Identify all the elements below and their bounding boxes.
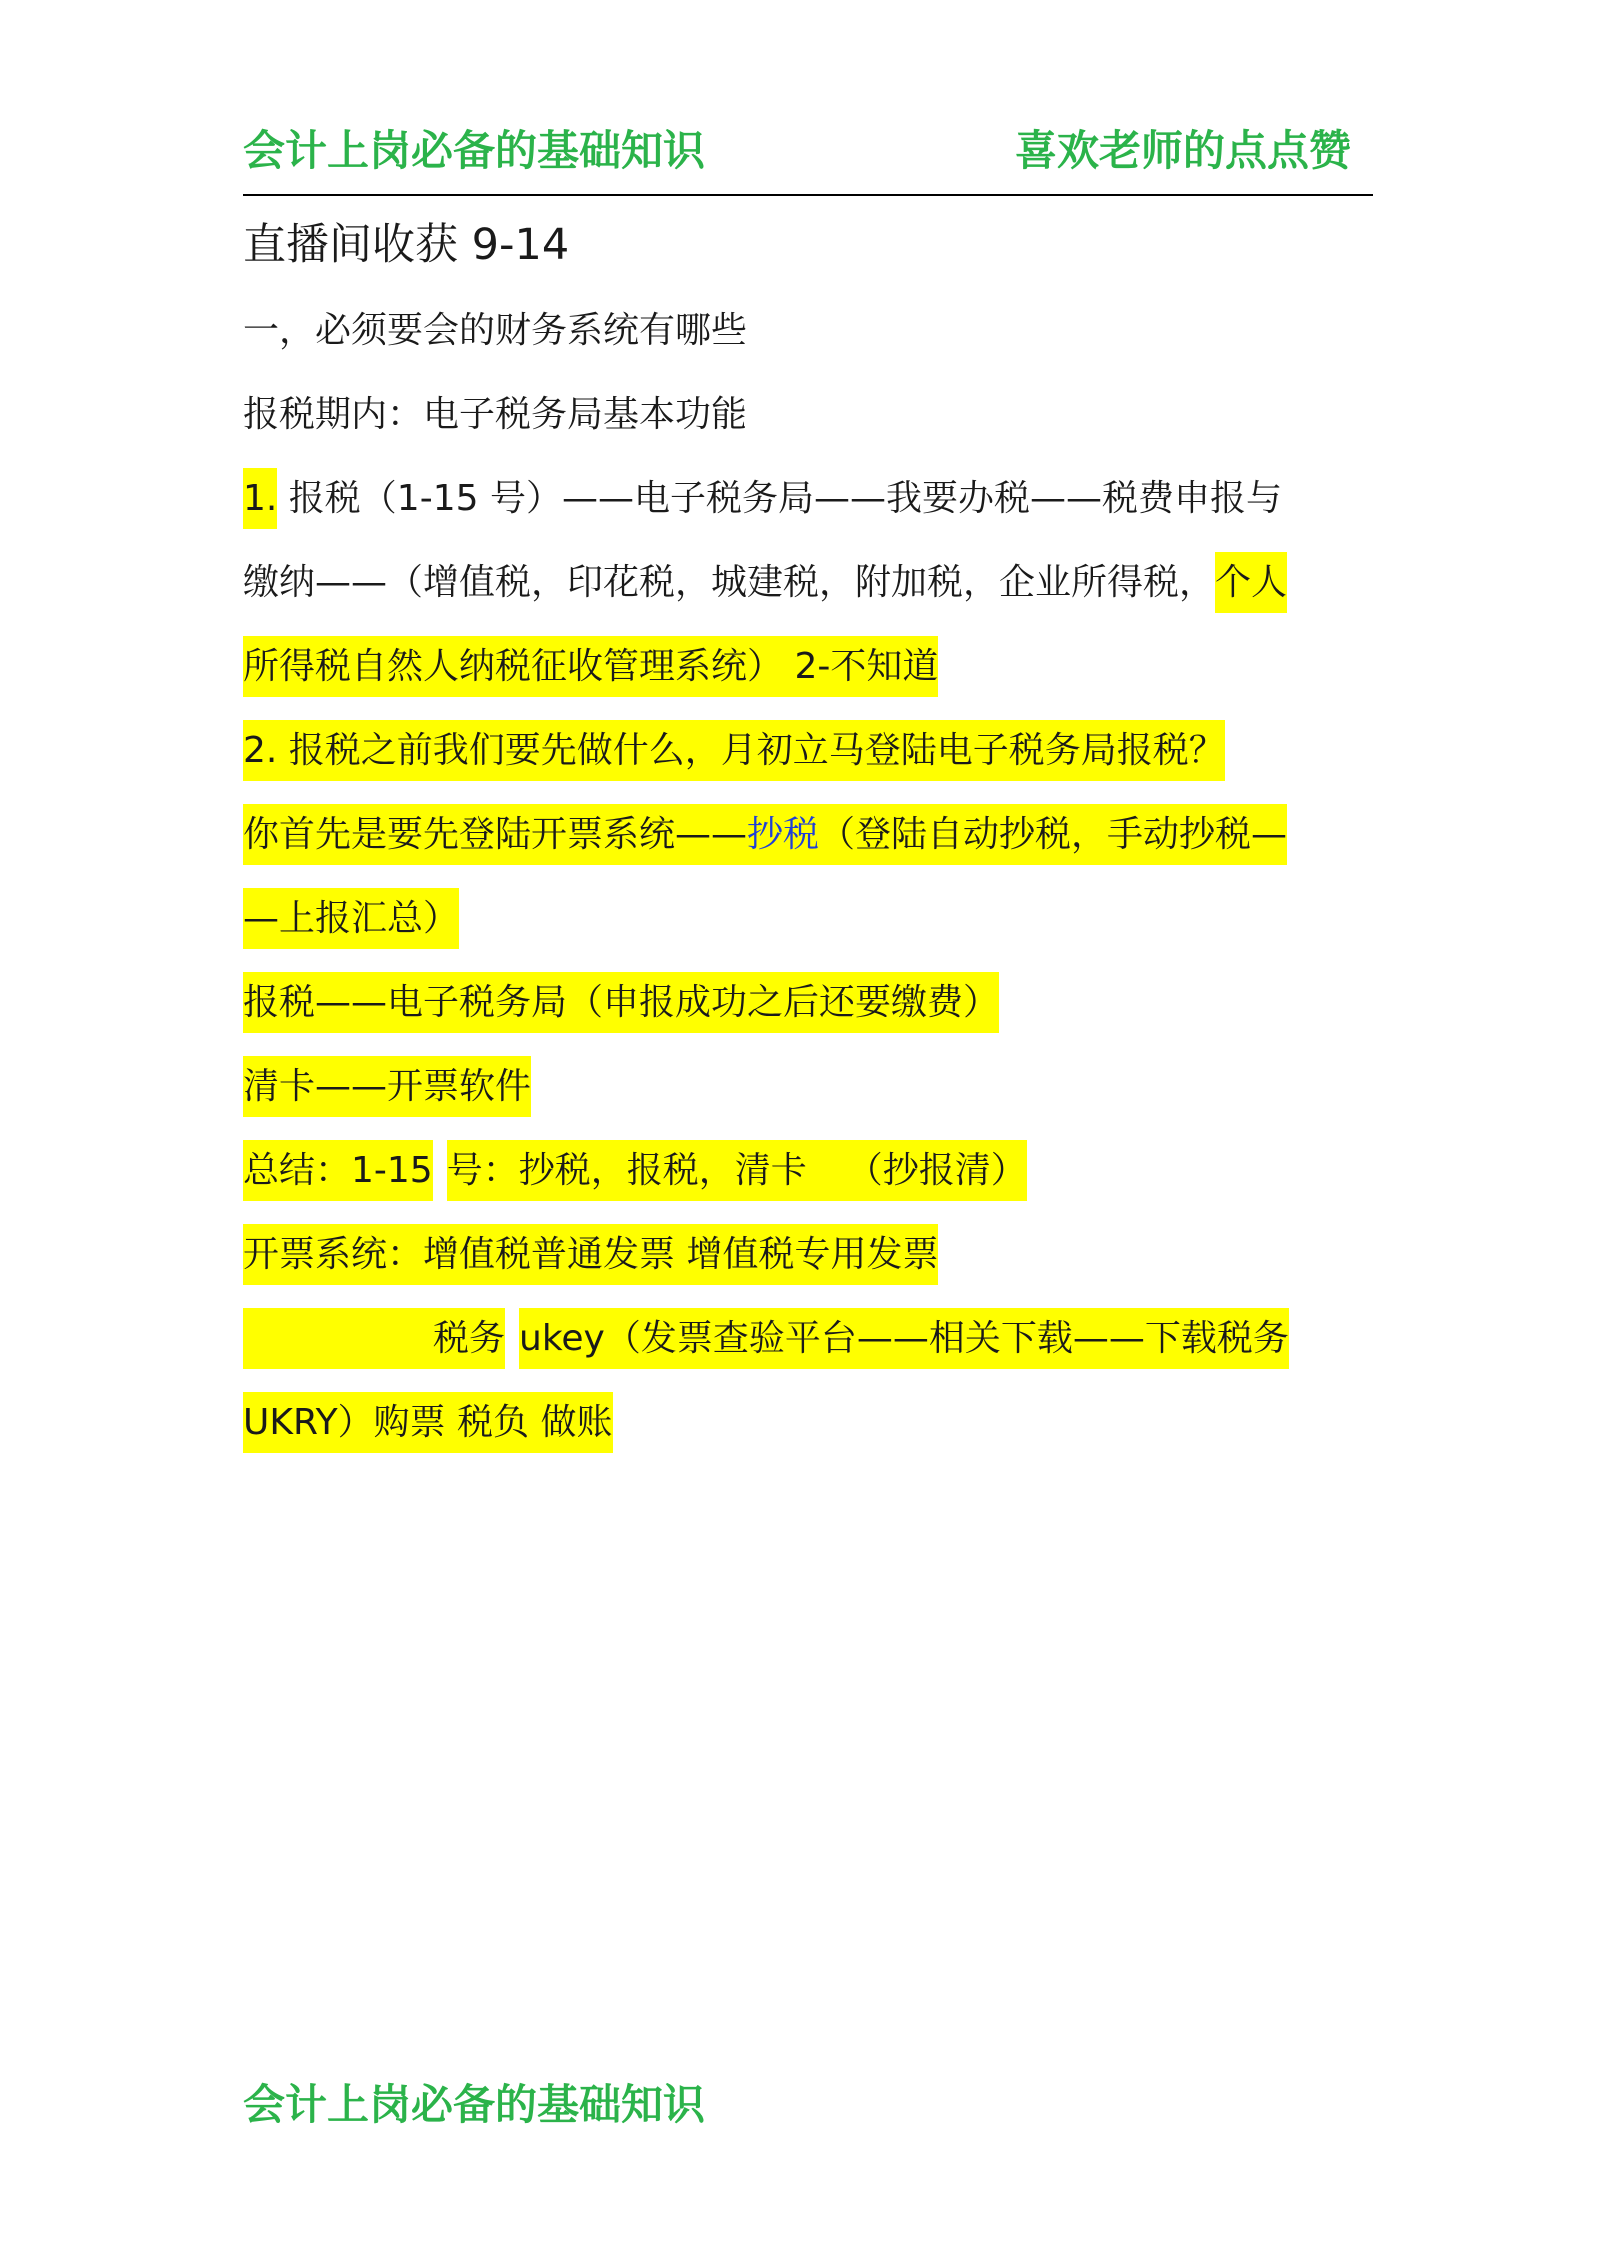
page-header — [243, 118, 1373, 196]
item2-line-a — [243, 793, 1378, 877]
item2-text-b: —上报汇总） — [243, 888, 459, 949]
item1-text-c: 所得税自然人纳税征收管理系统） 2-不知道 — [243, 636, 938, 697]
item2-a-blue: 抄税 — [747, 814, 820, 855]
item2-text-d: 清卡——开票软件 — [243, 1056, 531, 1117]
item1-text-b: 缴纳——（增值税，印花税，城建税，附加税，企业所得税， — [243, 562, 1216, 603]
ukey-line-2 — [243, 1381, 1378, 1465]
ukey-line-1 — [243, 1297, 1378, 1381]
summary-c: （抄报清） — [846, 1150, 1027, 1191]
section-heading: 一，必须要会的财务系统有哪些 — [243, 310, 748, 351]
summary-b: 号：抄税，报税，清卡 — [446, 1150, 807, 1191]
ukey-c: UKRY）购票 税负 做账 — [243, 1392, 613, 1453]
header-left-title: 会计上岗必备的基础知识 — [243, 126, 706, 175]
item2-text: 2. 报税之前我们要先做什么，月初立马登陆电子税务局报税？ — [243, 720, 1225, 781]
item1-line-3 — [243, 625, 1378, 709]
item2-a-post: （登陆自动抄税，手动抄税— — [819, 814, 1288, 855]
item1-number: 1. — [243, 468, 277, 529]
item2-text-c: 报税——电子税务局（申报成功之后还要缴费） — [243, 972, 999, 1033]
item2-line-b — [243, 877, 1378, 961]
invoice-text: 开票系统：增值税普通发票 增值税专用发票 — [243, 1224, 938, 1285]
header-right-title: 喜欢老师的点点赞 — [1014, 126, 1351, 175]
item1-line-1 — [243, 457, 1378, 541]
period-line: 报税期内：电子税务局基本功能 — [243, 394, 748, 435]
invoice-line — [243, 1213, 1378, 1297]
item2-text-a — [243, 804, 1287, 865]
ukey-a-wrap — [243, 1308, 505, 1369]
ukey-b: ukey（发票查验平台——相关下载——下载税务 — [519, 1308, 1289, 1369]
page-footer: 会计上岗必备的基础知识 — [243, 2080, 706, 2129]
summary-line — [243, 1129, 1378, 1213]
ukey-a: 税务 — [433, 1318, 506, 1359]
item2-line-d — [243, 1045, 1378, 1129]
item1-line-2 — [243, 541, 1378, 625]
item2-line — [243, 709, 1378, 793]
document-body — [243, 201, 1378, 1465]
item2-line-c — [243, 961, 1378, 1045]
summary-bc — [447, 1140, 1027, 1201]
summary-a: 总结：1-15 — [243, 1140, 433, 1201]
doc-title: 直播间收获 9-14 — [243, 220, 570, 270]
item1-text-b-highlight: 个人 — [1215, 552, 1287, 613]
item2-a-pre: 你首先是要先登陆开票系统—— — [243, 814, 748, 855]
item1-text-a: 报税（1-15 号）——电子税务局——我要办税——税费申报与 — [277, 478, 1282, 519]
